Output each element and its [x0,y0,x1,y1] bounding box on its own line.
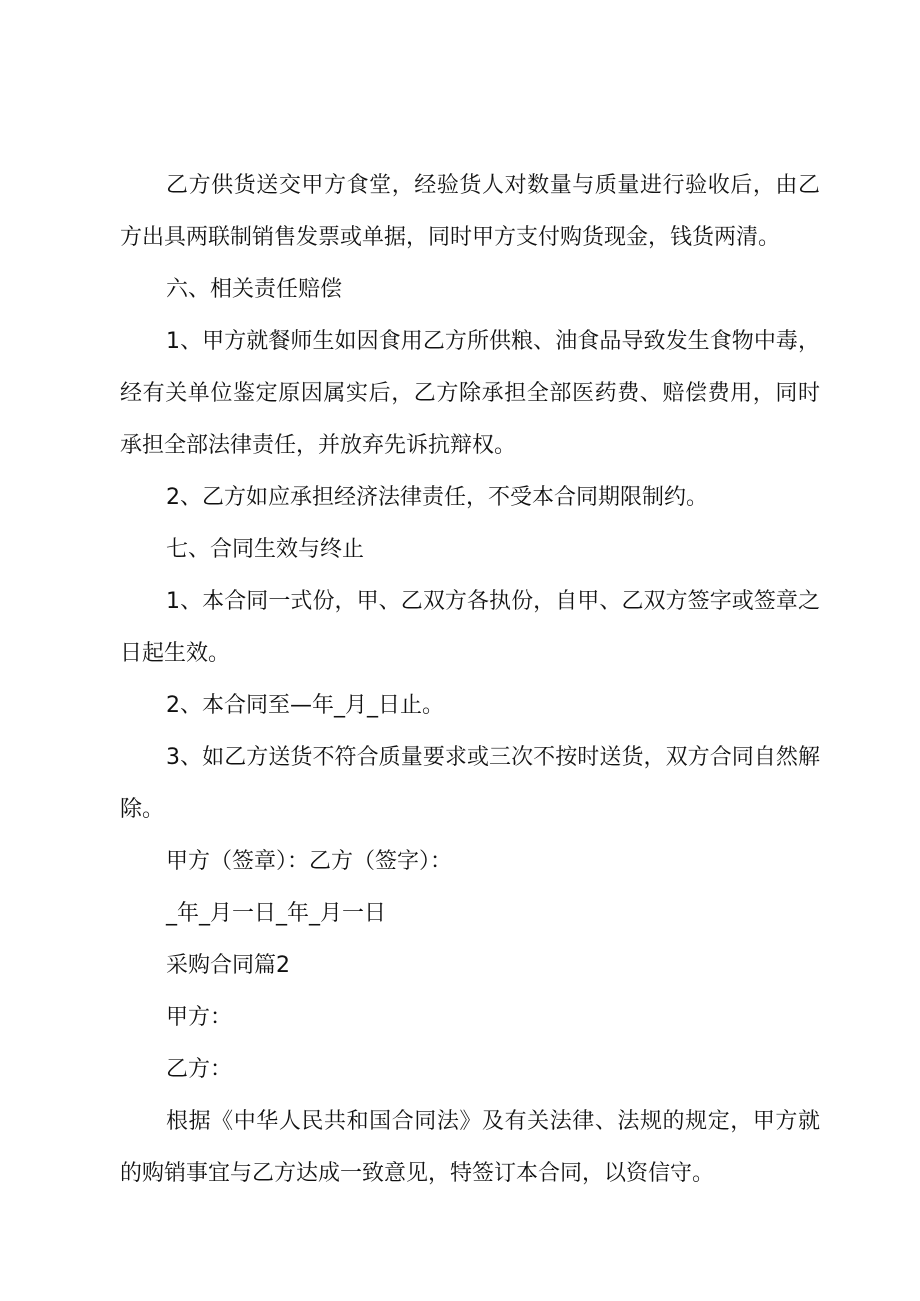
paragraph-effect-3: 3、如乙方送货不符合质量要求或三次不按时送货，双方合同自然解除。 [120,745,820,822]
section-heading-effect: 七、合同生效与终止 [166,537,365,562]
paragraph-effect-2: 2、本合同至—年_月_日止。 [166,693,444,718]
paragraph-delivery: 乙方供货送交甲方食堂，经验货人对数量与质量进行验收后，由乙方出具两联制销售发票或单据，同时甲方支付购货现金，钱货两清。 [120,173,820,250]
paragraph-effect-1: 1、本合同一式份，甲、乙双方各执份，自甲、乙双方签字或签章之日起生效。 [120,589,820,666]
party-a-label: 甲方： [166,1005,233,1030]
date-line: _年_月一日_年_月一日 [166,901,387,926]
signature-line: 甲方（签章）：乙方（签字）： [166,849,453,874]
section-heading-liability: 六、相关责任赔偿 [166,277,343,302]
party-b-label: 乙方： [166,1057,233,1082]
document-body [120,160,820,1200]
paragraph-legal-basis: 根据《中华人民共和国合同法》及有关法律、法规的规定，甲方就的购销事宜与乙方达成一致意见，特签订本合同，以资信守。 [120,1109,820,1186]
paragraph-liability-1: 1、甲方就餐师生如因食用乙方所供粮、油食品导致发生食物中毒，经有关单位鉴定原因属实后，乙方除承担全部医药费、赔偿费用，同时承担全部法律责任，并放弃先诉抗辩权。 [120,329,820,458]
contract-title-2: 采购合同篇2 [166,953,290,978]
paragraph-liability-2: 2、乙方如应承担经济法律责任，不受本合同期限制约。 [166,485,708,510]
